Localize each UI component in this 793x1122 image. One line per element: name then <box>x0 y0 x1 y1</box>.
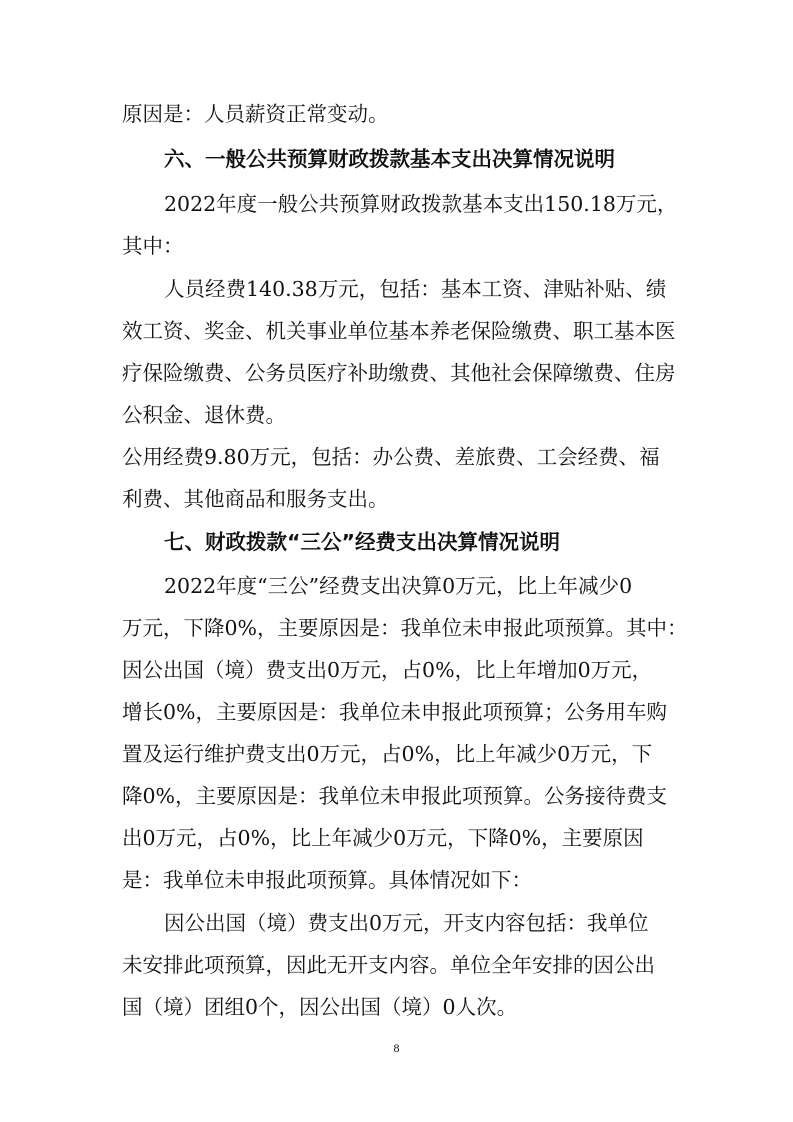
body-text-line: 2022年度“三公”经费支出决算0万元，比上年减少0 <box>164 574 633 598</box>
body-text-line: 出0万元，占0%，比上年减少0万元，下降0%，主要原因 <box>122 826 644 850</box>
body-text-line: 人员经费140.38万元，包括：基本工资、津贴补贴、绩 <box>164 277 667 301</box>
body-text-line: 因公出国（境）费支出0万元，开支内容包括：我单位 <box>164 911 649 935</box>
body-text-line: 原因是：人员薪资正常变动。 <box>122 102 389 126</box>
body-text-line: 国（境）团组0个，因公出国（境）0人次。 <box>122 995 518 1019</box>
body-text-line: 未安排此项预算，因此无开支内容。单位全年安排的因公出 <box>122 953 655 977</box>
body-text-line: 置及运行维护费支出0万元，占0%，比上年减少0万元，下 <box>122 742 653 766</box>
body-text-line: 利费、其他商品和服务支出。 <box>122 487 389 511</box>
section-heading: 七、财政拨款“三公”经费支出决算情况说明 <box>164 530 560 554</box>
body-text-line: 其中： <box>122 234 184 258</box>
body-text-line: 公积金、退休费。 <box>122 403 286 427</box>
body-text-line: 2022年度一般公共预算财政拨款基本支出150.18万元， <box>164 192 678 216</box>
body-text-line: 公用经费9.80万元，包括：办公费、差旅费、工会经费、福 <box>122 445 660 469</box>
body-text-line: 万元，下降0%，主要原因是：我单位未申报此项预算。其中： <box>122 616 688 640</box>
body-text-line: 疗保险缴费、公务员医疗补助缴费、其他社会保障缴费、住房 <box>122 361 676 385</box>
body-text-line: 是：我单位未申报此项预算。具体情况如下： <box>122 868 532 892</box>
body-text-line: 效工资、奖金、机关事业单位基本养老保险缴费、职工基本医 <box>122 319 676 343</box>
body-text-line: 因公出国（境）费支出0万元，占0%，比上年增加0万元， <box>122 658 653 682</box>
body-text-line: 增长0%，主要原因是：我单位未申报此项预算；公务用车购 <box>122 700 668 724</box>
page-number: 8 <box>393 1041 400 1055</box>
body-text-line: 降0%，主要原因是：我单位未申报此项预算。公务接待费支 <box>122 784 668 808</box>
section-heading: 六、一般公共预算财政拨款基本支出决算情况说明 <box>164 147 615 171</box>
